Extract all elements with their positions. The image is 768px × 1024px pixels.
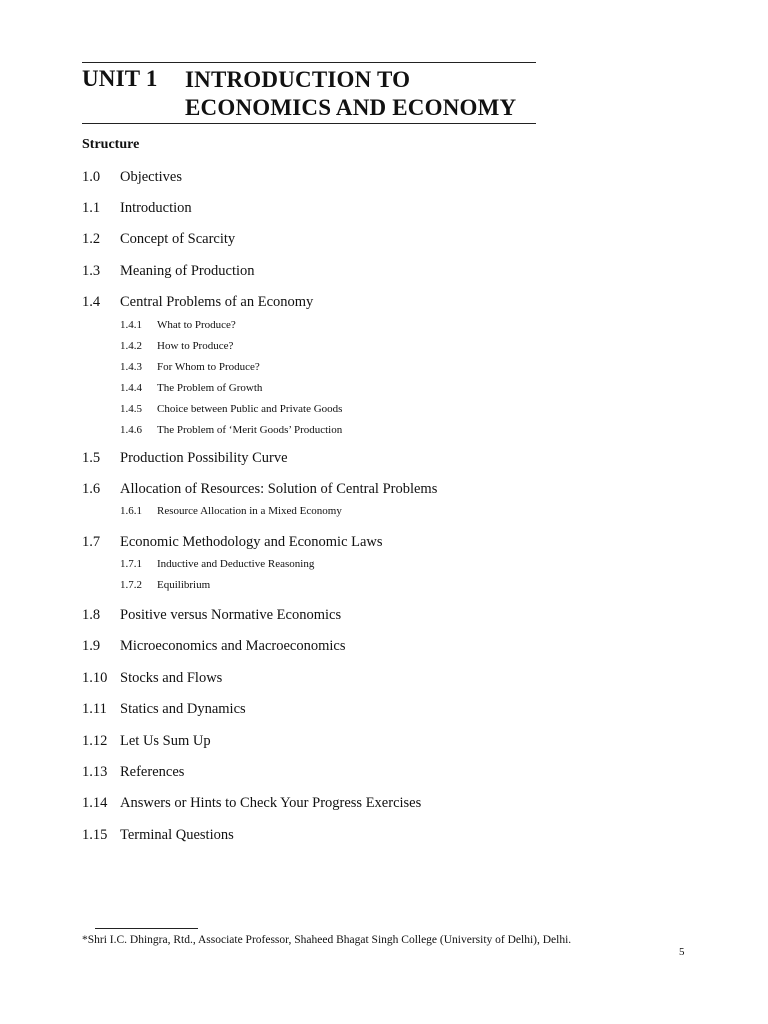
toc-entry-number: 1.0 xyxy=(82,169,101,185)
toc-subentry-number: 1.4.6 xyxy=(120,424,142,436)
toc-subentry-number: 1.4.3 xyxy=(120,361,142,373)
toc-entry-title: Central Problems of an Economy xyxy=(120,294,314,310)
unit-title-line2: ECONOMICS AND ECONOMY xyxy=(185,95,517,120)
toc-subentry-number: 1.4.1 xyxy=(120,319,142,331)
toc-entry-number: 1.9 xyxy=(82,638,101,654)
toc-entry-title: Terminal Questions xyxy=(120,827,234,843)
toc-entry-title: Let Us Sum Up xyxy=(120,733,211,749)
toc-entry-title: Objectives xyxy=(120,169,183,185)
toc-entry-number: 1.6 xyxy=(82,481,101,497)
toc-subentry-number: 1.7.2 xyxy=(120,579,142,591)
toc-entry-number: 1.10 xyxy=(82,670,108,686)
toc-subentry-title: For Whom to Produce? xyxy=(157,361,260,373)
toc-entry-number: 1.1 xyxy=(82,200,101,216)
toc-entry-title: Answers or Hints to Check Your Progress Exercises xyxy=(120,795,422,811)
toc-entry-title: Allocation of Resources: Solution of Central Problems xyxy=(120,481,438,497)
toc-subentry-title: Resource Allocation in a Mixed Economy xyxy=(157,505,342,517)
toc-entry-number: 1.14 xyxy=(82,795,108,811)
toc-entry-number: 1.7 xyxy=(82,534,101,550)
toc-subentry-title: How to Produce? xyxy=(157,340,234,352)
toc-subentry-number: 1.4.2 xyxy=(120,340,142,352)
toc-entry-title: Stocks and Flows xyxy=(120,670,223,686)
unit-title-line1: INTRODUCTION TO xyxy=(185,67,411,92)
toc-entry-title: Production Possibility Curve xyxy=(120,450,288,466)
toc-entry-number: 1.8 xyxy=(82,607,101,623)
page-number: 5 xyxy=(679,946,685,958)
toc-entry-number: 1.5 xyxy=(82,450,101,466)
toc-subentry-title: What to Produce? xyxy=(157,319,236,331)
toc-entry-title: Meaning of Production xyxy=(120,263,255,279)
toc-subentry-title: Inductive and Deductive Reasoning xyxy=(157,558,315,570)
footnote-rule xyxy=(95,928,198,929)
unit-title xyxy=(185,66,516,122)
toc-entry-title: Microeconomics and Macroeconomics xyxy=(120,638,346,654)
toc-entry-number: 1.11 xyxy=(82,701,107,717)
toc-entry-title: Positive versus Normative Economics xyxy=(120,607,342,623)
toc-entry-number: 1.15 xyxy=(82,827,108,843)
toc-subentry-title: The Problem of ‘Merit Goods’ Production xyxy=(157,424,343,436)
toc-entry-number: 1.2 xyxy=(82,231,101,247)
toc-entry-number: 1.3 xyxy=(82,263,101,279)
toc-subentry-number: 1.7.1 xyxy=(120,558,142,570)
toc-entry-number: 1.12 xyxy=(82,733,108,749)
toc-subentry-number: 1.6.1 xyxy=(120,505,142,517)
toc-entry-number: 1.4 xyxy=(82,294,101,310)
toc-entry-number: 1.13 xyxy=(82,764,108,780)
header-bottom-rule xyxy=(82,123,536,124)
toc-entry-title: Economic Methodology and Economic Laws xyxy=(120,534,383,550)
unit-label: UNIT 1 xyxy=(82,66,158,91)
toc-entry-title: Concept of Scarcity xyxy=(120,231,236,247)
structure-heading: Structure xyxy=(82,137,140,152)
toc-entry-title: References xyxy=(120,764,185,780)
toc-entry-title: Statics and Dynamics xyxy=(120,701,246,717)
header-top-rule xyxy=(82,62,536,63)
toc-subentry-title: Choice between Public and Private Goods xyxy=(157,403,343,415)
author-footnote: *Shri I.C. Dhingra, Rtd., Associate Professor, Shaheed Bhagat Singh College (University of Delhi), Delhi. xyxy=(82,934,572,946)
toc-subentry-number: 1.4.4 xyxy=(120,382,142,394)
toc-entry-title: Introduction xyxy=(120,200,192,216)
toc-subentry-number: 1.4.5 xyxy=(120,403,142,415)
toc-subentry-title: Equilibrium xyxy=(157,579,211,591)
toc-subentry-title: The Problem of Growth xyxy=(157,382,263,394)
